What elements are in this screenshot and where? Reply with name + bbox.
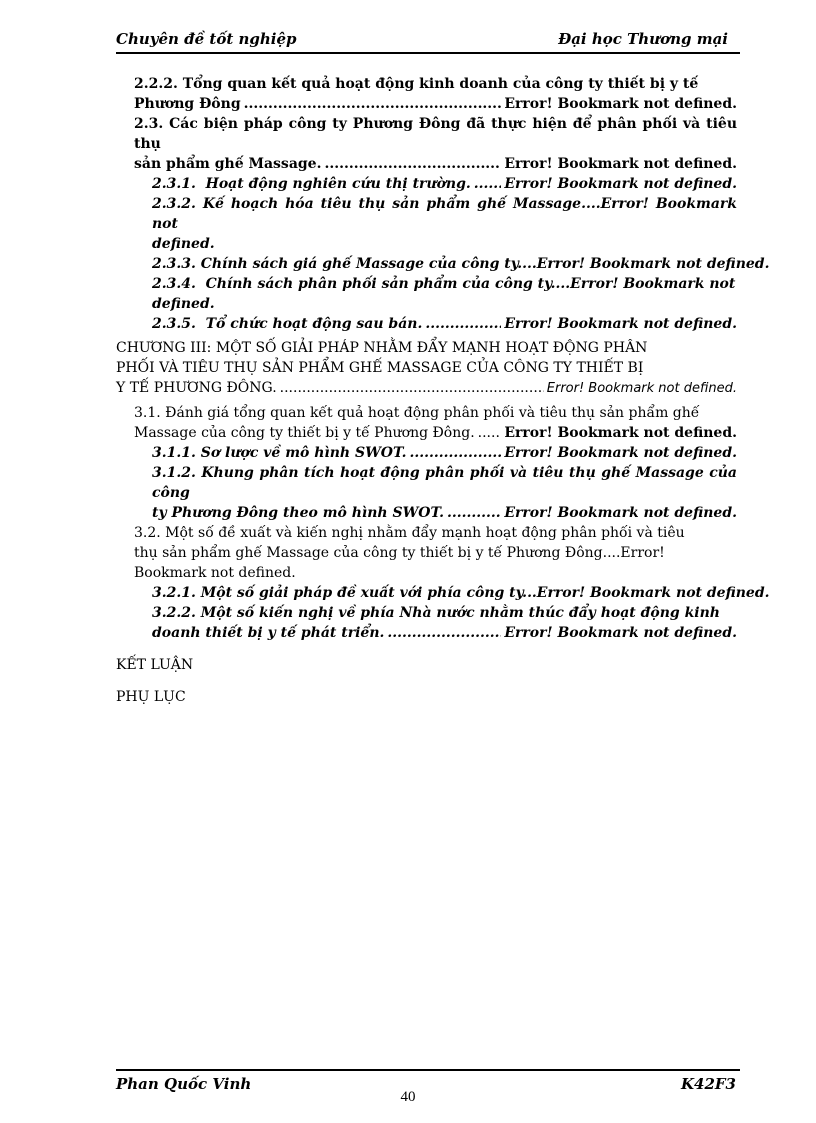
toc-text: Kế hoạch hóa tiêu thụ sản phẩm ghế Massage....Error! Bookmark not	[152, 196, 737, 232]
toc-leader-dots	[387, 623, 501, 643]
toc-number: 3.1.2.	[152, 465, 196, 481]
toc-text: MỘT SỐ GIẢI PHÁP NHẰM ĐẨY MẠNH HOẠT ĐỘNG PHÂN	[215, 340, 648, 356]
toc-number: 2.3.5.	[152, 316, 196, 332]
toc-status: Error! Bookmark not defined.	[504, 625, 737, 641]
toc-number: 2.3.3.	[152, 256, 196, 272]
toc-leader-dots	[244, 94, 502, 114]
toc-text-end: Chính sách giá ghế Massage của công ty.	[200, 256, 523, 272]
toc-leader-dots	[425, 314, 501, 334]
toc-entry-2-3-5[interactable]	[116, 314, 737, 334]
toc-entry-2-3[interactable]	[116, 114, 737, 174]
toc-entry-3-1-1[interactable]	[116, 443, 737, 463]
toc-status: Error! Bookmark not defined.	[504, 316, 737, 332]
toc-text-end: defined.	[152, 296, 215, 312]
toc-number: 3.2.1.	[152, 585, 196, 601]
toc-number: 2.3.4.	[152, 276, 196, 292]
toc-text: Khung phân tích hoạt động phân phối và tiêu thụ ghế Massage của công	[152, 465, 737, 501]
toc-status: Error! Bookmark not defined.	[504, 156, 737, 172]
header-title: Chuyên đề tốt nghiệp	[116, 30, 297, 48]
toc-entry-2-3-2[interactable]	[116, 194, 737, 254]
toc-number: 2.2.2.	[134, 76, 178, 92]
footer-divider	[116, 1069, 740, 1071]
toc-entry-3-2-1[interactable]	[116, 583, 770, 603]
toc-entry-3-1-2[interactable]	[116, 463, 737, 523]
toc-number: 3.2.2.	[152, 605, 196, 621]
toc-leader-dots	[409, 443, 501, 463]
toc-status: ...Error! Bookmark not defined.	[522, 256, 770, 272]
toc-text-end: sản phẩm ghế Massage.	[134, 156, 322, 172]
toc-entry-2-3-1[interactable]	[116, 174, 737, 194]
toc-number: 2.3.	[134, 116, 164, 132]
toc-leader-dots	[478, 423, 502, 443]
toc-number: 2.3.1.	[152, 176, 196, 192]
toc-text-end: Bookmark not defined.	[134, 565, 296, 581]
toc-text-end: Sơ lược về mô hình SWOT.	[200, 445, 407, 461]
toc-text: Đánh giá tổng quan kết quả hoạt động phân phối và tiêu thụ sản phẩm ghế	[165, 405, 700, 421]
toc-status: Error! Bookmark not defined.	[504, 176, 737, 192]
toc-status: Error! Bookmark not defined.	[504, 425, 737, 441]
toc-leader-dots	[324, 154, 501, 174]
toc-entry-2-3-3[interactable]	[116, 254, 770, 274]
toc-text: Một số kiến nghị về phía Nhà nước nhằm thúc đẩy hoạt động kinh	[200, 605, 720, 621]
toc-text-end: doanh thiết bị y tế phát triển.	[152, 625, 385, 641]
table-of-contents	[116, 74, 770, 707]
toc-entry-3-1[interactable]	[116, 403, 737, 443]
header-university: Đại học Thương mại	[558, 30, 728, 48]
toc-number: 3.1.	[134, 405, 161, 421]
toc-leader-dots	[447, 503, 501, 523]
toc-text-end: ty Phương Đông theo mô hình SWOT.	[152, 505, 444, 521]
toc-entry-3-2-2[interactable]	[116, 603, 737, 643]
toc-number: 2.3.2.	[152, 196, 196, 212]
toc-text: Một số đề xuất và kiến nghị nhằm đẩy mạnh hoạt động phân phối và tiêu	[165, 525, 685, 541]
toc-text-end: Y TẾ PHƯƠNG ĐÔNG.	[116, 380, 277, 396]
toc-number: CHƯƠNG III:	[116, 340, 212, 356]
toc-status: Error! Bookmark not defined.	[546, 381, 737, 396]
toc-status: Error! Bookmark not defined.	[504, 505, 737, 521]
toc-text-end: Tổ chức hoạt động sau bán.	[205, 316, 423, 332]
toc-text: Chính sách phân phối sản phẩm của công ty....Error! Bookmark not	[205, 276, 736, 292]
toc-number: 3.2.	[134, 525, 161, 541]
toc-status: Error! Bookmark not defined.	[504, 96, 737, 112]
toc-text: thụ sản phẩm ghế Massage của công ty thiết bị y tế Phương Đông....Error!	[134, 545, 665, 561]
page-header	[116, 28, 740, 54]
toc-text-end: defined.	[152, 236, 215, 252]
toc-leader-dots	[474, 174, 502, 194]
toc-text-end: Massage của công ty thiết bị y tế Phương Đông.	[134, 425, 475, 441]
toc-leader-dots	[280, 378, 544, 398]
toc-entry-appendix[interactable]: PHỤ LỤC	[116, 689, 186, 705]
toc-entry-2-2-2[interactable]	[116, 74, 737, 114]
toc-entry-3-2[interactable]	[116, 523, 737, 583]
toc-text: Các biện pháp công ty Phương Đông đã thực hiện để phân phối và tiêu thụ	[134, 116, 737, 152]
toc-entry-2-3-4[interactable]	[116, 274, 737, 314]
toc-number: 3.1.1.	[152, 445, 196, 461]
footer-author: Phan Quốc Vinh	[116, 1075, 252, 1093]
toc-text-end: Hoạt động nghiên cứu thị trường.	[205, 176, 471, 192]
toc-entry-chapter-3[interactable]	[116, 338, 737, 399]
toc-status: ..Error! Bookmark not defined.	[527, 585, 770, 601]
page-number: 40	[400, 1089, 416, 1105]
toc-text: PHỐI VÀ TIÊU THỤ SẢN PHẨM GHẾ MASSAGE CỦA CÔNG TY THIẾT BỊ	[116, 360, 644, 376]
toc-text: Tổng quan kết quả hoạt động kinh doanh của công ty thiết bị y tế	[182, 76, 699, 92]
footer-class: K42F3	[681, 1075, 736, 1093]
toc-entry-conclusion[interactable]: KẾT LUẬN	[116, 657, 194, 673]
toc-text-end: Phương Đông	[134, 96, 241, 112]
toc-text-end: Một số giải pháp đề xuất với phía công ty.	[200, 585, 528, 601]
toc-status: Error! Bookmark not defined.	[504, 445, 737, 461]
